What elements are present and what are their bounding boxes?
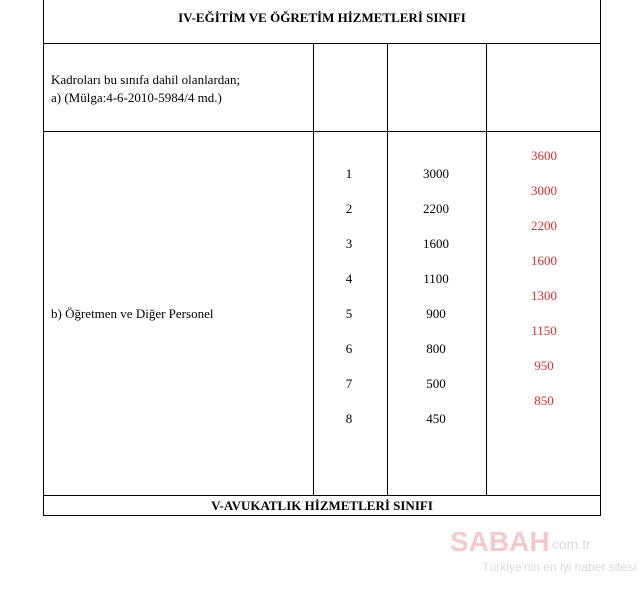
old-value-cell: 900 [426,306,446,321]
new-value-cell: 1150 [531,323,557,338]
table-border-left [43,0,44,516]
new-value-cell: 3600 [531,148,557,163]
new-value-cell: 850 [534,393,554,408]
new-value-cell: 3000 [531,183,557,198]
section-iv-title: IV-EĞİTİM VE ÖĞRETİM HİZMETLERİ SINIFI [178,10,466,25]
new-value-cell: 950 [534,358,554,373]
old-value-cell: 500 [426,376,446,391]
table-divider-section-v [43,495,601,496]
new-value-cell: 2200 [531,218,557,233]
degree-cell: 3 [345,236,353,251]
degree-cell: 8 [345,411,353,426]
sabah-watermark [448,522,638,582]
old-value-cell: 1600 [423,236,449,251]
degree-cell: 5 [345,306,353,321]
table-border-right [600,0,601,516]
table-divider-header [43,43,601,44]
degree-cell: 2 [345,201,353,216]
document-table [43,0,601,516]
old-value-cell: 3000 [423,166,449,181]
row-a-line2: a) (Mülga:4-6-2010-5984/4 md.) [51,90,222,105]
degree-cell: 4 [345,271,353,286]
watermark-logo: SABAH [450,526,550,557]
table-divider-row-a [43,131,601,132]
column-divider-1 [313,43,314,495]
section-v-title: V-AVUKATLIK HİZMETLERİ SINIFI [211,498,433,513]
table-border-bottom [43,515,601,516]
degree-cell: 1 [345,166,353,181]
column-divider-3 [486,43,487,495]
row-a-line1: Kadroları bu sınıfa dahil olanlardan; [51,72,241,87]
new-value-cell: 1600 [531,253,557,268]
column-divider-2 [387,43,388,495]
new-value-cell: 1300 [531,288,557,303]
old-value-cell: 450 [426,411,446,426]
old-value-cell: 2200 [423,201,449,216]
watermark-tagline: Türkiye'nin en iyi haber sitesi [482,560,636,574]
degree-cell: 6 [345,341,353,356]
watermark-domain: .com.tr [548,536,591,552]
row-b-label: b) Öğretmen ve Diğer Personel [51,306,214,321]
degree-cell: 7 [345,376,353,391]
old-value-cell: 800 [426,341,446,356]
old-value-cell: 1100 [423,271,449,286]
